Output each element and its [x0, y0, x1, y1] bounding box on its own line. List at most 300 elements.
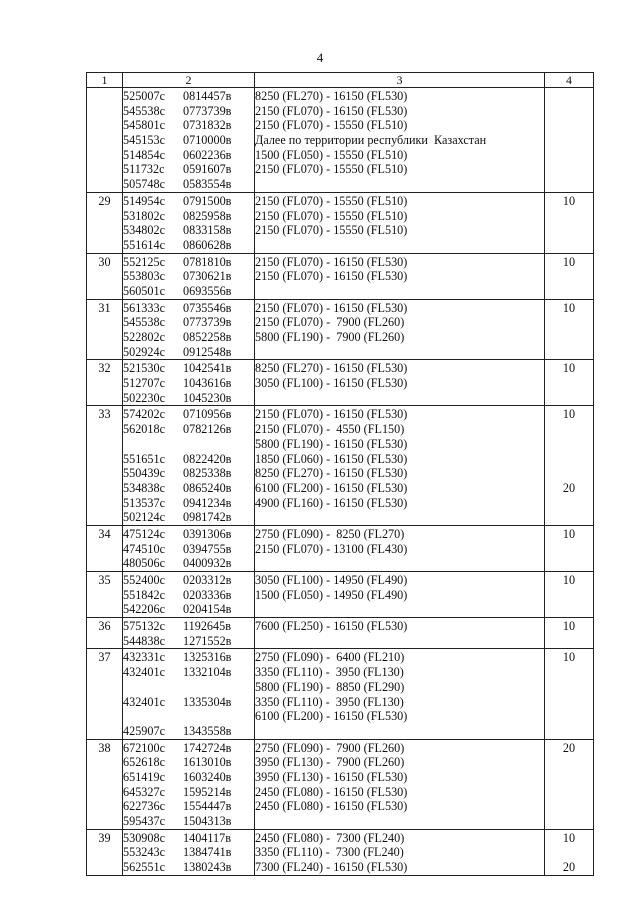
latitude: 551842с [123, 587, 165, 602]
longitude: 1325316в [183, 650, 232, 665]
value-line [545, 452, 593, 467]
coordinate-line [123, 860, 254, 875]
coordinate-line [123, 510, 254, 525]
flight-level-line: 4900 (FL160) - 16150 (FL530) [255, 495, 408, 510]
longitude: 0825958в [183, 208, 232, 223]
longitude: 1504313в [183, 814, 232, 828]
route-number-cell [87, 88, 123, 193]
coordinate-line [123, 466, 254, 481]
longitude: 1603240в [183, 769, 232, 784]
flight-level-line: 5800 (FL190) - 16150 (FL530) [255, 436, 408, 451]
latitude: 551614с [123, 237, 165, 252]
flight-levels-cell [255, 618, 545, 649]
coordinate-line [123, 422, 254, 437]
coordinate-line [123, 452, 254, 467]
value-line: 10 [562, 573, 576, 587]
coordinate-line [123, 602, 254, 617]
coordinate-line [123, 301, 254, 316]
longitude: 0731832в [183, 118, 232, 133]
longitude: 0782126в [183, 422, 232, 437]
value-line [545, 223, 593, 238]
value-line [545, 755, 593, 770]
longitude: 1335304в [183, 694, 232, 709]
coordinate-line [123, 330, 254, 345]
latitude: 480506с [123, 556, 165, 571]
latitude: 553243с [123, 845, 165, 860]
latitude: 511732с [123, 162, 165, 177]
coordinates-cell [123, 572, 255, 618]
latitude: 522802с [123, 330, 165, 344]
flight-level-line: 2450 (FL080) - 7300 (FL240) [255, 830, 405, 845]
latitude: 531802с [123, 208, 165, 223]
longitude: 1384741в [183, 845, 232, 860]
latitude: 645327с [123, 784, 165, 799]
route-number: 36 [98, 619, 111, 634]
flight-level-line: 2150 (FL070) - 7900 (FL260) [255, 315, 405, 330]
value-line [545, 845, 593, 860]
longitude: 0735546в [183, 300, 232, 315]
route-number: 34 [98, 526, 111, 541]
value-line [545, 634, 593, 649]
value-cell [545, 572, 594, 618]
coordinate-line [123, 284, 254, 299]
longitude: 1045230в [183, 390, 232, 405]
latitude: 553803с [123, 269, 165, 284]
coordinate-line [123, 680, 254, 695]
coordinate-line [123, 89, 254, 104]
longitude: 0833158в [183, 223, 232, 238]
flight-levels-cell [255, 406, 545, 526]
route-number-cell [87, 192, 123, 253]
value-cell [545, 618, 594, 649]
coordinates-cell [123, 525, 255, 571]
flight-level-line [255, 634, 544, 649]
value-line [545, 330, 593, 345]
flight-level-line: 2150 (FL070) - 16150 (FL530) [255, 269, 408, 284]
coordinate-line [123, 709, 254, 724]
latitude: 551651с [123, 451, 165, 466]
route-number: 30 [98, 254, 111, 269]
table-row [87, 739, 594, 829]
flight-level-line: 2150 (FL070) - 16150 (FL530) [255, 300, 408, 315]
flight-level-line [255, 391, 544, 406]
value-line [545, 724, 593, 739]
longitude: 0773739в [183, 103, 232, 118]
value-line: 20 [562, 740, 576, 755]
longitude: 0391306в [183, 526, 232, 541]
flight-level-line [255, 238, 544, 253]
flight-level-line: 2150 (FL070) - 15550 (FL510) [255, 118, 408, 133]
flight-level-line: 3950 (FL130) - 7900 (FL260) [255, 755, 405, 770]
value-cell [545, 649, 594, 739]
latitude: 622736с [123, 799, 165, 814]
flight-levels-cell [255, 360, 545, 406]
latitude: 534802с [123, 223, 165, 238]
coordinate-line [123, 255, 254, 270]
coordinate-line [123, 799, 254, 814]
flight-level-line: Далее по территории республики Казахстан [255, 133, 487, 148]
value-line [545, 391, 593, 406]
coordinates-cell [123, 649, 255, 739]
route-number-cell [87, 829, 123, 875]
page-number: 4 [316, 50, 324, 65]
value-line [545, 89, 593, 104]
value-line [545, 709, 593, 724]
value-line [545, 209, 593, 224]
route-number-cell [87, 406, 123, 526]
route-number: 35 [98, 573, 111, 587]
longitude: 0852258в [183, 330, 232, 344]
longitude: 0773739в [183, 315, 232, 330]
flight-level-line: 8250 (FL270) - 16150 (FL530) [255, 361, 408, 376]
latitude: 432401с [123, 665, 165, 680]
flight-level-line: 2450 (FL080) - 16150 (FL530) [255, 799, 408, 814]
coordinate-line [123, 133, 254, 148]
value-line [545, 162, 593, 177]
value-cell [545, 360, 594, 406]
longitude: 1343558в [183, 723, 232, 738]
longitude: 0981742в [183, 510, 232, 525]
latitude: 475124с [123, 526, 165, 541]
latitude: 530908с [123, 830, 165, 845]
longitude: 0825338в [183, 466, 232, 481]
latitude: 562551с [123, 860, 165, 875]
latitude: 513537с [123, 495, 165, 510]
flight-levels-cell [255, 192, 545, 253]
header-col-4: 4 [545, 73, 594, 88]
value-line: 10 [562, 830, 576, 845]
coordinate-line [123, 814, 254, 829]
table-row [87, 299, 594, 360]
coordinate-line [123, 238, 254, 253]
latitude: 502924с [123, 344, 165, 359]
table-row [87, 525, 594, 571]
table-row [87, 88, 594, 193]
flight-level-line [255, 284, 544, 299]
latitude: 425907с [123, 723, 165, 738]
header-row [87, 73, 594, 88]
value-cell [545, 88, 594, 193]
value-line [545, 602, 593, 617]
latitude: 651419с [123, 769, 165, 784]
longitude: 1192645в [183, 619, 231, 634]
flight-level-line: 6100 (FL200) - 16150 (FL530) [255, 480, 408, 495]
coordinate-line [123, 481, 254, 496]
latitude: 521530с [123, 361, 165, 376]
coordinate-line [123, 588, 254, 603]
longitude: 0860628в [183, 237, 232, 252]
latitude: 544838с [123, 633, 165, 648]
flight-level-line: 3050 (FL100) - 16150 (FL530) [255, 376, 408, 391]
value-line [545, 466, 593, 481]
flight-level-line: 2150 (FL070) - 16150 (FL530) [255, 254, 408, 269]
coordinate-line [123, 209, 254, 224]
flight-level-line: 2150 (FL070) - 15550 (FL510) [255, 162, 408, 177]
value-line [545, 680, 593, 695]
longitude: 1742724в [183, 740, 232, 755]
value-cell [545, 829, 594, 875]
flight-level-line: 5800 (FL190) - 8850 (FL290) [255, 679, 405, 694]
coordinates-cell [123, 360, 255, 406]
longitude: 1271552в [183, 633, 232, 648]
value-line [545, 148, 593, 163]
flight-level-line: 2750 (FL090) - 7900 (FL260) [255, 740, 405, 755]
longitude: 1554447в [183, 799, 232, 814]
value-line [545, 542, 593, 557]
table-row [87, 253, 594, 299]
coordinates-cell [123, 299, 255, 360]
flight-level-line: 3950 (FL130) - 16150 (FL530) [255, 769, 408, 784]
flight-level-line: 1500 (FL050) - 14950 (FL490) [255, 587, 408, 602]
coordinates-cell [123, 253, 255, 299]
longitude: 0730621в [183, 269, 232, 284]
longitude: 1042541в [183, 361, 232, 376]
value-line: 20 [562, 860, 576, 875]
latitude: 574202с [123, 407, 165, 422]
latitude: 502230с [123, 390, 165, 405]
longitude: 0400932в [183, 556, 232, 571]
longitude: 0814457в [183, 89, 232, 103]
value-line [545, 496, 593, 511]
longitude: 0710000в [183, 133, 232, 148]
coordinate-line [123, 527, 254, 542]
route-table [86, 72, 594, 876]
value-line: 10 [562, 254, 576, 269]
longitude: 0602236в [183, 147, 232, 162]
value-line [545, 422, 593, 437]
flight-level-line: 2750 (FL090) - 6400 (FL210) [255, 650, 405, 665]
latitude: 505748с [123, 177, 165, 192]
flight-levels-cell [255, 829, 545, 875]
coordinate-line [123, 619, 254, 634]
value-line [545, 133, 593, 148]
flight-levels-cell [255, 572, 545, 618]
longitude: 0583554в [183, 177, 232, 192]
longitude: 1332104в [183, 665, 232, 680]
value-line [545, 588, 593, 603]
flight-level-line: 3050 (FL100) - 14950 (FL490) [255, 573, 408, 587]
flight-level-line: 3350 (FL110) - 7300 (FL240) [255, 845, 404, 860]
coordinate-line [123, 665, 254, 680]
flight-level-line: 1500 (FL050) - 15550 (FL510) [255, 147, 408, 162]
flight-level-line: 6100 (FL200) - 16150 (FL530) [255, 709, 408, 724]
value-line [545, 315, 593, 330]
coordinate-line [123, 162, 254, 177]
coordinate-line [123, 695, 254, 710]
longitude: 1043616в [183, 376, 232, 391]
coordinate-line [123, 496, 254, 511]
latitude: 552125с [123, 254, 165, 269]
route-number: 37 [98, 650, 111, 665]
latitude: 562018с [123, 422, 165, 437]
value-line [545, 665, 593, 680]
latitude: 560501с [123, 283, 165, 298]
coordinate-line [123, 785, 254, 800]
longitude: 1595214в [183, 784, 232, 799]
value-line [545, 284, 593, 299]
longitude: 0693556в [183, 283, 232, 298]
flight-level-line: 2150 (FL070) - 15550 (FL510) [255, 208, 408, 223]
table-row [87, 406, 594, 526]
value-line [545, 238, 593, 253]
coordinate-line [123, 542, 254, 557]
coordinate-line [123, 724, 254, 739]
flight-levels-cell [255, 739, 545, 829]
flight-levels-cell [255, 253, 545, 299]
coordinate-line [123, 194, 254, 209]
latitude: 561333с [123, 300, 165, 315]
value-cell [545, 253, 594, 299]
route-number [87, 89, 122, 104]
coordinates-cell [123, 406, 255, 526]
latitude: 432401с [123, 694, 165, 709]
latitude: 432331с [123, 650, 165, 665]
flight-level-line [255, 602, 544, 617]
flight-level-line [255, 814, 544, 829]
flight-level-line [255, 345, 544, 360]
flight-level-line: 8250 (FL270) - 16150 (FL530) [255, 89, 408, 103]
flight-levels-cell [255, 88, 545, 193]
coordinate-line [123, 650, 254, 665]
flight-level-line [255, 510, 544, 525]
route-number: 33 [98, 407, 111, 422]
longitude: 0865240в [183, 480, 232, 495]
route-number-cell [87, 739, 123, 829]
latitude: 525007с [123, 89, 165, 103]
latitude: 545538с [123, 103, 165, 118]
coordinate-line [123, 831, 254, 846]
value-line [545, 510, 593, 525]
coordinate-line [123, 315, 254, 330]
latitude: 502124с [123, 510, 165, 525]
table-row [87, 649, 594, 739]
header-col-1: 1 [87, 73, 123, 88]
value-cell [545, 739, 594, 829]
longitude: 1404117в [183, 830, 231, 845]
coordinate-line [123, 556, 254, 571]
flight-level-line: 3350 (FL110) - 3950 (FL130) [255, 665, 404, 680]
longitude: 0710956в [183, 407, 232, 422]
coordinate-line [123, 845, 254, 860]
value-line [545, 814, 593, 829]
longitude: 1380243в [183, 860, 232, 875]
value-line: 10 [562, 619, 576, 634]
value-line [545, 799, 593, 814]
table-row [87, 192, 594, 253]
coordinate-line [123, 104, 254, 119]
value-line [545, 556, 593, 571]
coordinates-cell [123, 88, 255, 193]
value-line [545, 118, 593, 133]
flight-level-line: 3350 (FL110) - 3950 (FL130) [255, 694, 404, 709]
value-line: 10 [562, 300, 576, 315]
latitude: 512707с [123, 376, 165, 391]
coordinate-line [123, 755, 254, 770]
flight-level-line: 5800 (FL190) - 7900 (FL260) [255, 330, 405, 344]
flight-level-line: 2150 (FL070) - 4550 (FL150) [255, 422, 405, 437]
coordinate-line [123, 223, 254, 238]
value-line [545, 695, 593, 710]
route-number-cell [87, 649, 123, 739]
header-col-3: 3 [255, 73, 545, 88]
coordinates-cell [123, 192, 255, 253]
table-row [87, 618, 594, 649]
route-number-cell [87, 525, 123, 571]
value-line [545, 345, 593, 360]
longitude: 0912548в [183, 344, 232, 359]
flight-level-line: 1850 (FL060) - 16150 (FL530) [255, 451, 408, 466]
flight-level-line: 2150 (FL070) - 15550 (FL510) [255, 193, 408, 208]
value-line [545, 376, 593, 391]
value-cell [545, 406, 594, 526]
latitude: 474510с [123, 541, 165, 556]
route-number-cell [87, 299, 123, 360]
route-number-cell [87, 360, 123, 406]
latitude: 652618с [123, 755, 165, 770]
value-cell [545, 299, 594, 360]
latitude: 514954с [123, 193, 165, 208]
route-number: 32 [98, 361, 111, 376]
value-line [545, 770, 593, 785]
coordinate-line [123, 391, 254, 406]
route-number: 31 [98, 300, 111, 315]
value-line: 20 [562, 480, 576, 495]
coordinate-line [123, 437, 254, 452]
coordinate-line [123, 118, 254, 133]
header-col-2: 2 [123, 73, 255, 88]
value-line [545, 177, 593, 192]
longitude: 0394755в [183, 541, 232, 556]
flight-level-line: 8250 (FL270) - 16150 (FL530) [255, 466, 408, 481]
route-number: 39 [98, 830, 111, 845]
table-row [87, 572, 594, 618]
coordinate-line [123, 376, 254, 391]
route-number: 29 [98, 193, 111, 208]
latitude: 552400с [123, 573, 165, 587]
coordinate-line [123, 269, 254, 284]
value-line [545, 269, 593, 284]
flight-level-line: 2150 (FL070) - 16150 (FL530) [255, 407, 408, 422]
flight-level-line: 7600 (FL250) - 16150 (FL530) [255, 619, 408, 634]
latitude: 542206с [123, 602, 165, 617]
longitude: 1613010в [183, 755, 232, 770]
flight-level-line [255, 724, 544, 739]
flight-level-line: 2150 (FL070) - 15550 (FL510) [255, 223, 408, 238]
coordinate-line [123, 177, 254, 192]
value-line: 10 [562, 361, 576, 376]
value-cell [545, 192, 594, 253]
route-number-cell [87, 253, 123, 299]
table-body [87, 88, 594, 876]
latitude: 514854с [123, 147, 165, 162]
coordinate-line [123, 361, 254, 376]
flight-level-line [255, 556, 544, 571]
latitude: 595437с [123, 814, 165, 828]
latitude: 545801с [123, 118, 165, 133]
latitude: 545153с [123, 133, 165, 148]
value-line [545, 785, 593, 800]
value-line [545, 104, 593, 119]
coordinate-line [123, 148, 254, 163]
longitude: 0203312в [183, 573, 232, 587]
coordinates-cell [123, 829, 255, 875]
route-number-cell [87, 572, 123, 618]
latitude: 575132с [123, 619, 165, 634]
table-row [87, 360, 594, 406]
table-header [87, 73, 594, 88]
flight-level-line: 2450 (FL080) - 16150 (FL530) [255, 784, 408, 799]
latitude: 550439с [123, 466, 165, 481]
